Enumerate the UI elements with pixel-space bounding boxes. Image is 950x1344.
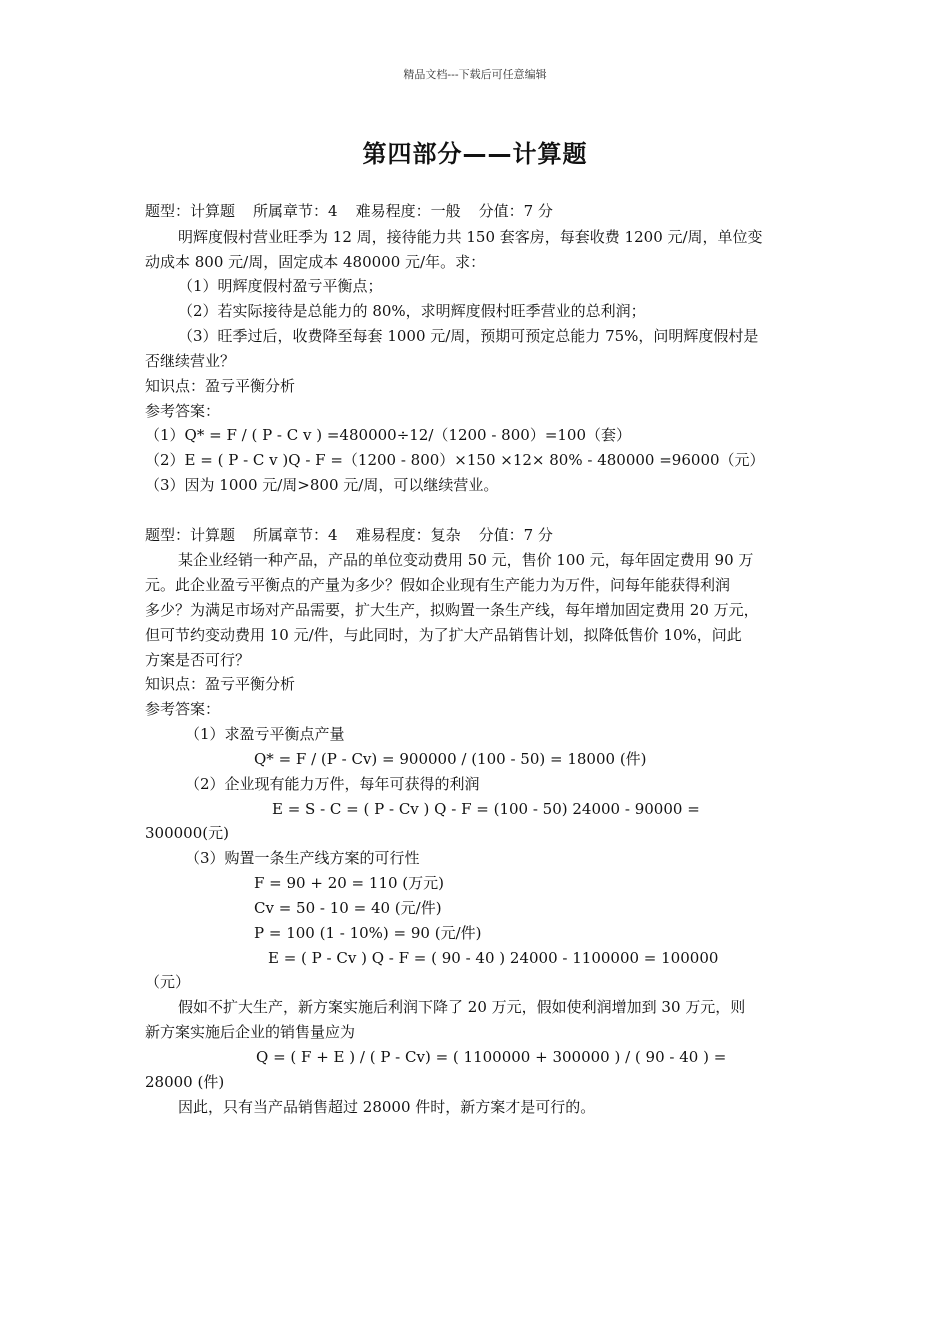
q1-subquestion: （3）旺季过后，收费降至每套 1000 元/周，预期可预定总能力 75%，问明辉度假村是 (178, 327, 759, 345)
q2-type: 题型：计算题 (145, 526, 236, 544)
q2-step-3-cv: Cv = 50 - 10 = 40 (元/件) (254, 899, 442, 917)
q1-answer-label: 参考答案： (145, 402, 221, 420)
q2-text-line: 元。此企业盈亏平衡点的产量为多少？假如企业现有生产能力为万件，问每年能获得利润 (145, 576, 731, 594)
q2-step-3-f: F = 90 + 20 = 110 (万元) (254, 874, 444, 892)
q2-step-1-equation: Q* = F / (P - Cv) = 900000 / (100 - 50) = 18000 (件) (254, 750, 647, 768)
q2-q-equation: Q = ( F + E ) / ( P - Cv) = ( 1100000 + 300000 ) / ( 90 - 40 ) = (256, 1048, 727, 1066)
q1-text-line: 明辉度假村营业旺季为 12 周，接待能力共 150 套客房，每套收费 1200 元/周，单位变 (178, 228, 763, 246)
q2-step-1: （1）求盈亏平衡点产量 (185, 725, 345, 743)
q2-step-3-e: E = ( P - Cv ) Q - F = ( 90 - 40 ) 24000 - 1100000 = 100000 (268, 949, 719, 967)
q2-paragraph-cont: 新方案实施后企业的销售量应为 (145, 1023, 356, 1041)
q2-step-2-equation: E = S - C = ( P - Cv ) Q - F = (100 - 50) 24000 - 90000 = (272, 800, 700, 818)
q2-paragraph: 假如不扩大生产，新方案实施后利润下降了 20 万元，假如使利润增加到 30 万元，则 (178, 998, 746, 1016)
q1-subquestion: （2）若实际接待是总能力的 80%，求明辉度假村旺季营业的总利润； (178, 302, 646, 320)
q2-text-line: 方案是否可行？ (145, 651, 251, 669)
q2-knowledge: 知识点：盈亏平衡分析 (145, 675, 296, 693)
q1-type: 题型：计算题 (145, 202, 236, 220)
q2-step-3-e-cont: （元） (145, 973, 191, 991)
q2-difficulty: 难易程度：复杂 (355, 526, 461, 544)
q2-score: 分值：7 分 (478, 526, 553, 544)
q1-answer-3: （3）因为 1000 元/周>800 元/周，可以继续营业。 (145, 476, 499, 494)
q2-meta (145, 525, 553, 545)
q1-meta (145, 201, 553, 221)
page-title: 第四部分——计算题 (362, 140, 588, 168)
q1-knowledge: 知识点：盈亏平衡分析 (145, 377, 296, 395)
q1-chapter: 所属章节：4 (253, 202, 338, 220)
q1-text-line: 否继续营业？ (145, 352, 236, 370)
q1-text-line: 动成本 800 元/周，固定成本 480000 元/年。求： (145, 253, 486, 271)
q2-text-line: 多少？为满足市场对产品需要，扩大生产，拟购置一条生产线，每年增加固定费用 20 万元， (145, 601, 759, 619)
q2-conclusion: 因此，只有当产品销售超过 28000 件时，新方案才是可行的。 (178, 1098, 596, 1116)
q2-answer-label: 参考答案： (145, 700, 221, 718)
q2-chapter: 所属章节：4 (253, 526, 338, 544)
q1-answer-2: （2）E = ( P - C v )Q - F =（1200 - 800）×150 ×12× 80% - 480000 =96000（元） (145, 451, 765, 469)
q1-subquestion: （1）明辉度假村盈亏平衡点； (178, 277, 383, 295)
q2-text-line: 某企业经销一种产品，产品的单位变动费用 50 元，售价 100 元，每年固定费用 90 万 (178, 551, 754, 569)
q2-step-2: （2）企业现有能力万件，每年可获得的利润 (185, 775, 480, 793)
q1-difficulty: 难易程度：一般 (355, 202, 461, 220)
q2-q-equation-cont: 28000 (件) (145, 1073, 225, 1091)
q1-answer-1: （1）Q* = F / ( P - C v ) =480000÷12/（1200 - 800）=100（套） (145, 426, 632, 444)
q2-step-3-p: P = 100 (1 - 10%) = 90 (元/件) (254, 924, 482, 942)
q2-text-line: 但可节约变动费用 10 元/件，与此同时，为了扩大产品销售计划，拟降低售价 10%，问此 (145, 626, 742, 644)
q2-step-3: （3）购置一条生产线方案的可行性 (185, 849, 420, 867)
q1-score: 分值：7 分 (478, 202, 553, 220)
page-header: 精品文档---下载后可任意编辑 (403, 68, 547, 81)
q2-step-2-equation-cont: 300000(元) (145, 824, 229, 842)
